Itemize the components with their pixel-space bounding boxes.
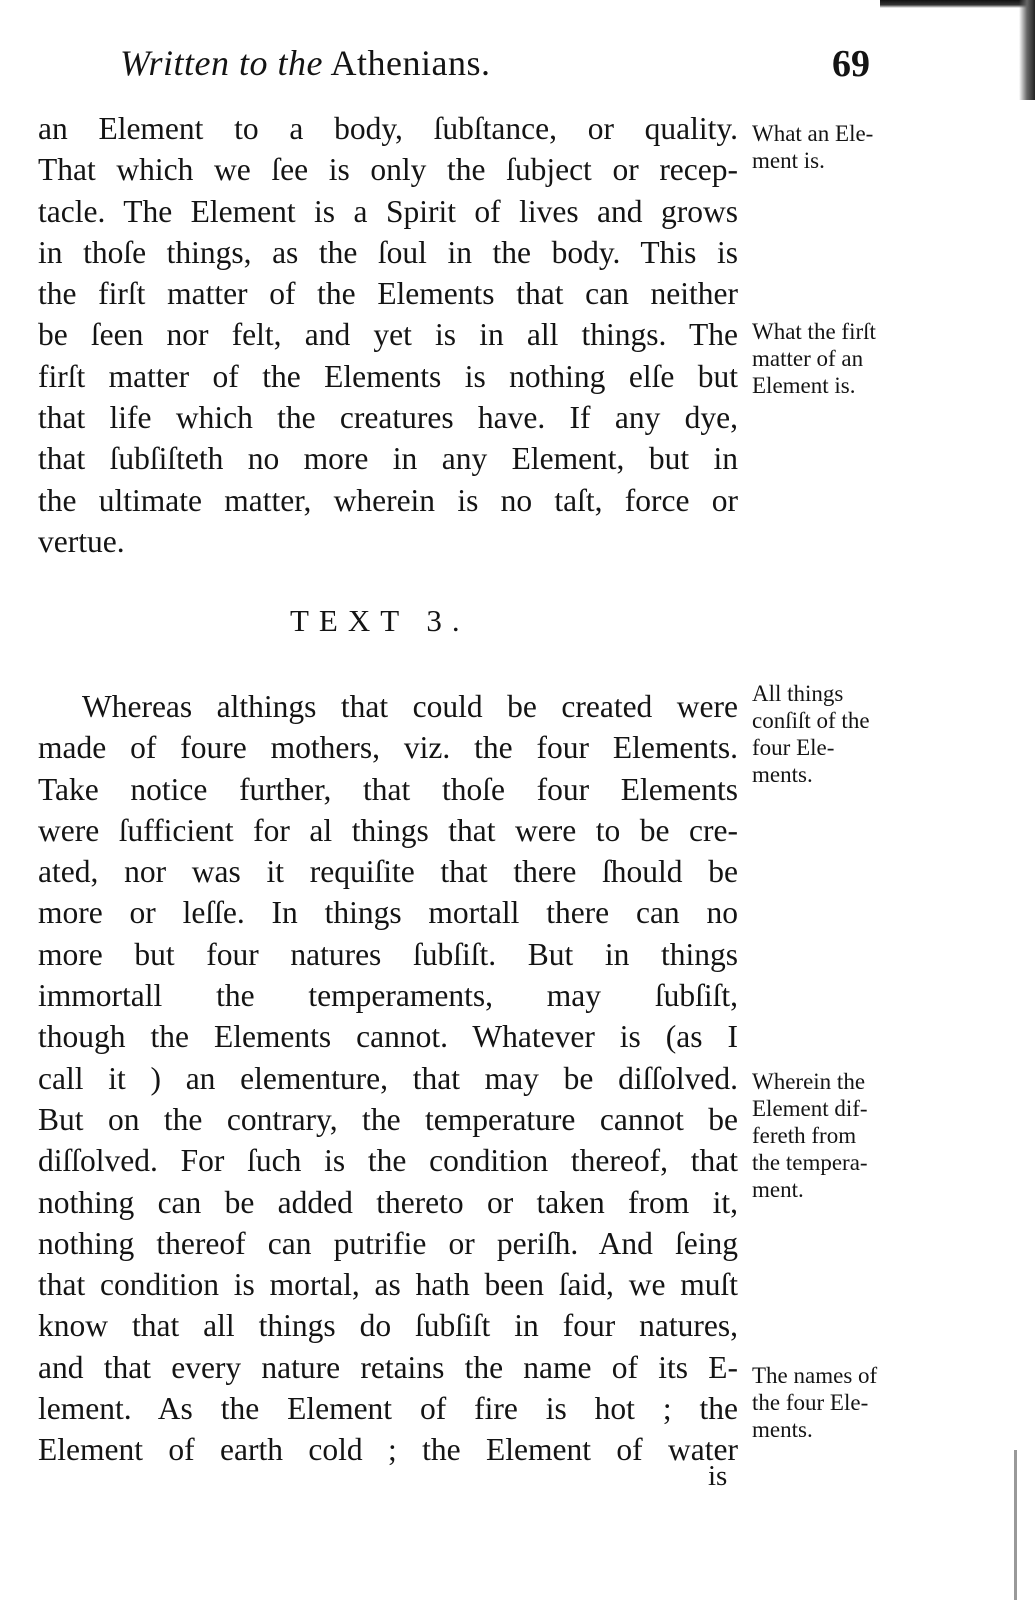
text-line: that life which the creatures have. If any dye, bbox=[38, 400, 738, 436]
text-line: immortall the temperaments, may ſubſiſt, bbox=[38, 978, 738, 1014]
margin-note-line: fereth from bbox=[752, 1123, 857, 1148]
margin-note-line: matter of an bbox=[752, 346, 864, 371]
margin-note-line: Element is. bbox=[752, 373, 856, 398]
text-line: That which we ſee is only the ſubject or recep- bbox=[38, 152, 738, 188]
margin-note-line: the tempera- bbox=[752, 1150, 868, 1175]
scan-edge-right-lower bbox=[1014, 1450, 1017, 1600]
text-line: that ſubſiſteth no more in any Element, but in bbox=[38, 441, 738, 477]
margin-note-line: All things bbox=[752, 681, 844, 706]
text-line: that condition is mortal, as hath been ſaid, we muſt bbox=[38, 1267, 738, 1303]
margin-note-first-matter bbox=[752, 318, 937, 399]
text-line: the firſt matter of the Elements that can neither bbox=[38, 276, 738, 312]
text-line: nothing can be added thereto or taken from it, bbox=[38, 1184, 738, 1220]
margin-note-line: ment is. bbox=[752, 148, 825, 173]
margin-note-what-an-element-is bbox=[752, 120, 937, 174]
section-heading: TEXT 3. bbox=[290, 603, 470, 638]
text-line: more or leſſe. In things mortall there can no bbox=[38, 895, 738, 931]
text-line: diſſolved. For ſuch is the condition thereof, that bbox=[38, 1143, 738, 1179]
scan-edge-right bbox=[1019, 0, 1035, 100]
text-line: more but four natures ſubſiſt. But in things bbox=[38, 936, 738, 972]
text-line: lement. As the Element of fire is hot ; the bbox=[38, 1391, 738, 1427]
margin-note-line: four Ele- bbox=[752, 735, 835, 760]
text-line: be ſeen nor felt, and yet is in all things. The bbox=[38, 317, 738, 353]
margin-note-line: conſiſt of the bbox=[752, 708, 870, 733]
margin-note-line: ments. bbox=[752, 762, 813, 787]
text-line: made of foure mothers, viz. the four Elements. bbox=[38, 730, 738, 766]
scan-edge-top bbox=[880, 0, 1035, 8]
text-line: Take notice further, that thoſe four Elements bbox=[38, 771, 738, 807]
margin-note-line: Element dif- bbox=[752, 1096, 868, 1121]
running-title-italic: Written to the bbox=[120, 43, 323, 83]
text-line: firſt matter of the Elements is nothing elſe but bbox=[38, 358, 738, 394]
margin-note-line: What an Ele- bbox=[752, 121, 874, 146]
running-title bbox=[120, 42, 490, 84]
text-line: call it ) an elementure, that may be diſſolved. bbox=[38, 1060, 738, 1096]
text-line: nothing thereof can putrifie or periſh. And ſeing bbox=[38, 1225, 738, 1261]
text-line: were ſufficient for al things that were to be cre- bbox=[38, 812, 738, 848]
margin-note-line: the four Ele- bbox=[752, 1390, 869, 1415]
margin-note-line: The names of bbox=[752, 1363, 878, 1388]
catchword: is bbox=[708, 1460, 728, 1492]
paragraph-1 bbox=[38, 108, 738, 562]
text-line: the ultimate matter, wherein is no taſt, force or bbox=[38, 482, 738, 518]
margin-note-line: ments. bbox=[752, 1417, 813, 1442]
page-number: 69 bbox=[832, 43, 870, 85]
text-line: vertue. bbox=[38, 523, 125, 559]
text-line: in thoſe things, as the ſoul in the body. This is bbox=[38, 234, 738, 270]
text-line: Whereas althings that could be created were bbox=[82, 689, 738, 724]
text-line: and that every nature retains the name of its E- bbox=[38, 1349, 738, 1385]
margin-note-names-of-elements bbox=[752, 1362, 937, 1443]
text-line: know that all things do ſubſiſt in four natures, bbox=[38, 1308, 738, 1344]
margin-note-line: Wherein the bbox=[752, 1069, 866, 1094]
text-line: though the Elements cannot. Whatever is (as I bbox=[38, 1019, 738, 1055]
margin-note-four-elements bbox=[752, 680, 937, 788]
text-line: But on the contrary, the temperature cannot be bbox=[38, 1101, 738, 1137]
paragraph-2 bbox=[38, 686, 738, 1471]
margin-note-line: What the firſt bbox=[752, 319, 876, 344]
running-title-roman: Athenians. bbox=[330, 43, 491, 83]
text-line: ated, nor was it requiſite that there ſhould be bbox=[38, 854, 738, 890]
margin-note-line: ment. bbox=[752, 1177, 804, 1202]
margin-note-element-vs-temperament bbox=[752, 1068, 937, 1203]
text-line: an Element to a body, ſubſtance, or quality. bbox=[38, 111, 738, 146]
text-line: Element of earth cold ; the Element of water bbox=[38, 1432, 738, 1468]
text-line: tacle. The Element is a Spirit of lives and grows bbox=[38, 193, 738, 229]
